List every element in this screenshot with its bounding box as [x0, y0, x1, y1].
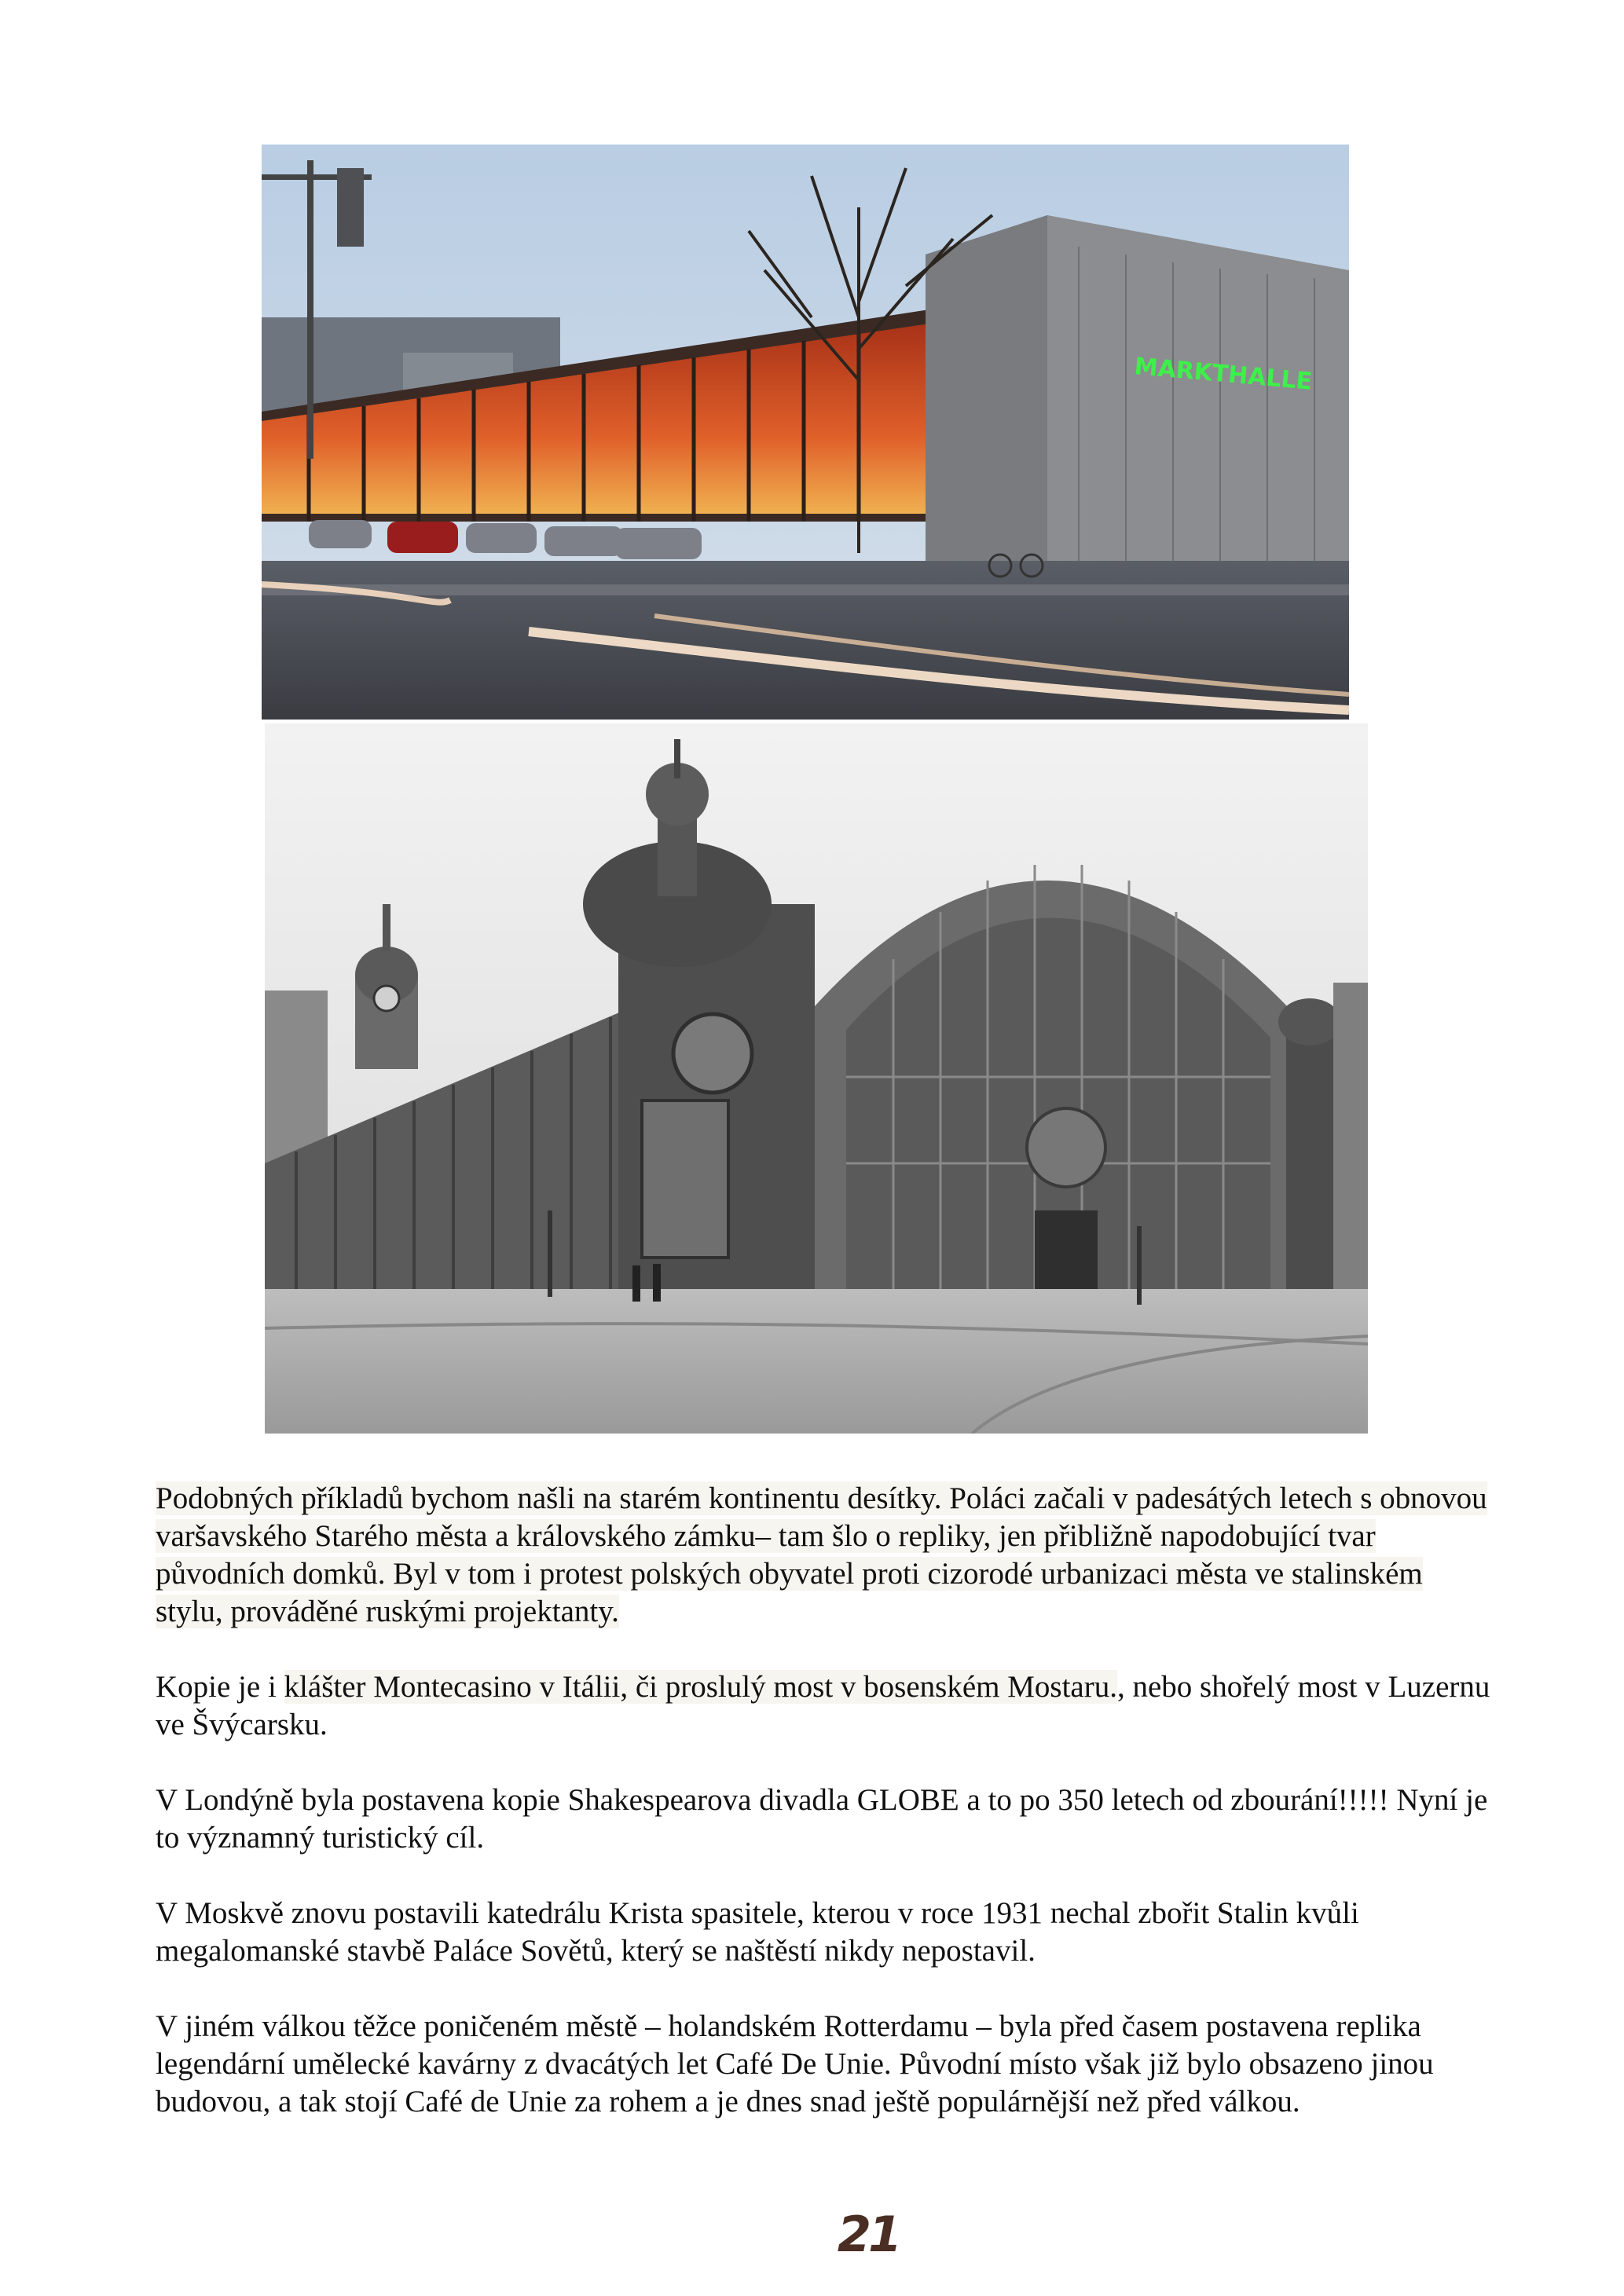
paragraph-2 — [156, 1668, 1491, 1744]
paragraph-4: V Moskvě znovu postavili katedrálu Krista spasitele, kterou v roce 1931 nechal zbořit Stalin kvůli megalomanské stavbě Paláce Sovětů, který se naštěstí nikdy nepostavil. — [156, 1896, 1359, 1968]
paragraph-2-pre: Kopie je i — [156, 1670, 284, 1704]
paragraph-1 — [156, 1480, 1491, 1631]
svg-text:MARKTHALLE: MARKTHALLE — [1133, 353, 1314, 396]
paragraph-2-post: , nebo shořelý most v Luzernu ve Švýcarsku. — [156, 1670, 1490, 1741]
paragraph-3: V Londýně byla postavena kopie Shakespearova divadla GLOBE a to po 350 letech od zbourání!!!!! Nyní je to významný turistický cíl. — [156, 1783, 1488, 1855]
market-hall-modern-photo — [262, 145, 1349, 720]
paragraph-1-text: Podobných příkladů bychom našli na starém kontinentu desítky. Poláci začali v padesátých letech s obnovou varšavského Starého města a královského zámku– tam šlo o repliky, jen přibližně napodobující tvar původních domků. Byl v tom i protest polských obyvatel proti cizorodé urbanizaci města ve stalinském stylu, prováděné ruskými projektanty. — [156, 1481, 1487, 1628]
article-text — [156, 1480, 1491, 2159]
paragraph-5: V jiném válkou těžce poničeném městě – holandském Rotterdamu – byla před časem postavena replika legendární umělecké kavárny z dvacátých let Café De Unie. Původní místo však již bylo obsazeno jinou budovou, a tak stojí Café de Unie za rohem a je dnes snad ještě populárnější než před válkou. — [156, 2009, 1434, 2118]
market-hall-historic-photo — [265, 723, 1368, 1434]
paragraph-2-highlight: klášter Montecasino v Itálii, či proslulý most v bosenském Mostaru. — [284, 1670, 1117, 1704]
page-number: 21 — [837, 2206, 900, 2263]
